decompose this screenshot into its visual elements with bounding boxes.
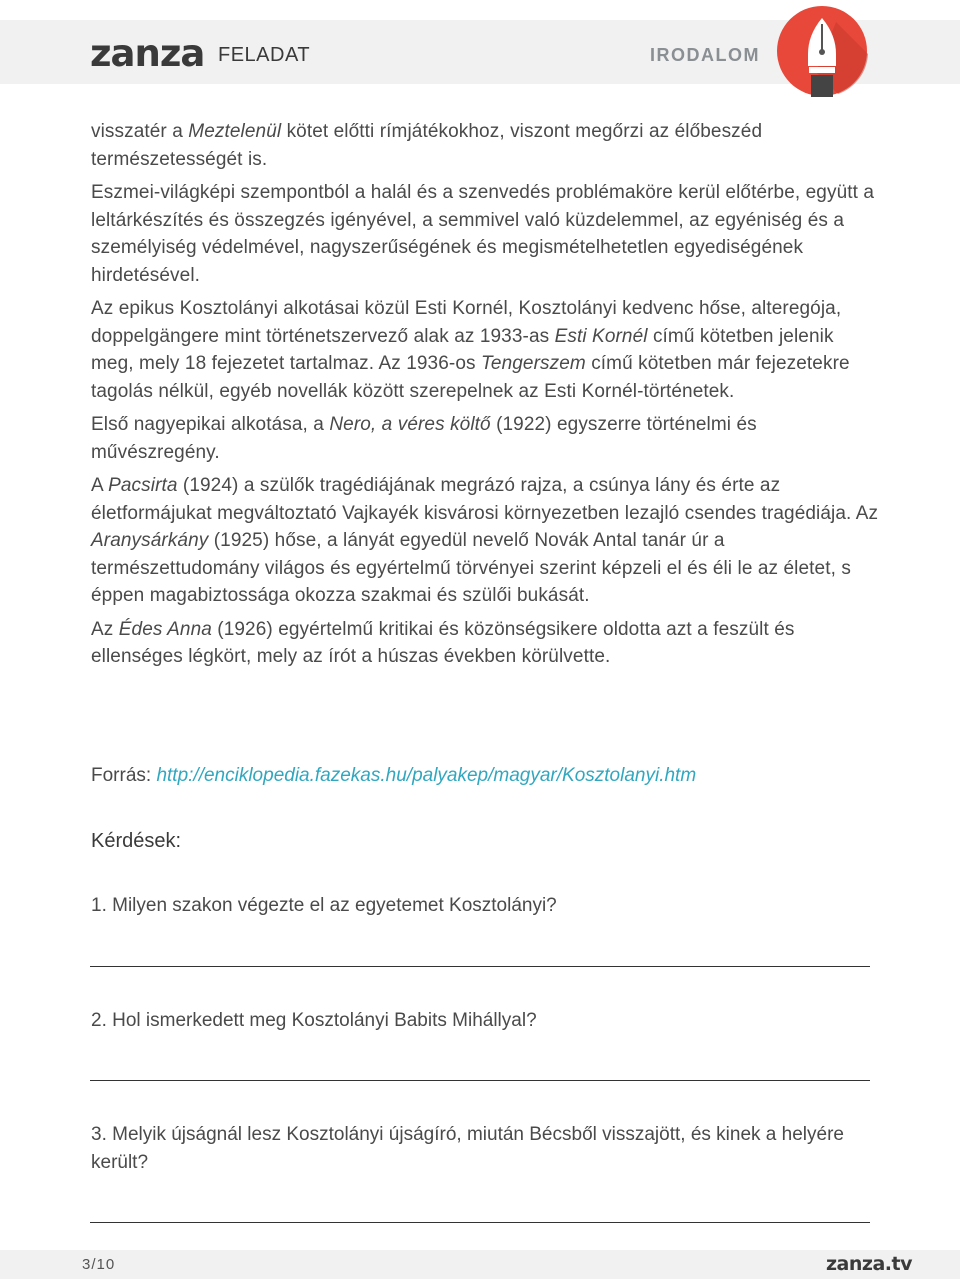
paragraph: visszatér a Meztelenül kötet előtti rímjátékokhoz, viszont megőrzi az élőbeszéd természetességét is. <box>91 121 763 170</box>
paragraph: Az Édes Anna (1926) egyértelmű kritikai és közönségsikere oldotta azt a feszült és ellenséges légkört, mely az írót a húszas években körülvette. <box>91 618 795 667</box>
answer-line-2[interactable] <box>90 1080 870 1081</box>
paragraph: A Pacsirta (1924) a szülők tragédiájának megrázó rajza, a csúnya lány és érte az életformájukat megváltoztató Vajkayék kisvárosi környezetben lezajló csendes tragédiája. Az Aranysárkány (1925) hőse, a lányát egyedül nevelő Novák Antal tanár úr a természettudomány világos és egyértelmű törvényei szerint képzeli el és éli le az életet, s éppen magabiztossága okozza szakmai és szülői bukását. <box>91 475 879 606</box>
question-2: 2. Hol ismerkedett meg Kosztolányi Babits Mihállyal? <box>91 1010 537 1031</box>
paragraph: Első nagyepikai alkotása, a Nero, a véres költő (1922) egyszerre történelmi és művészregény. <box>91 414 757 463</box>
zanza-tv-logo: zanza.tv <box>826 1253 912 1275</box>
question-1: 1. Milyen szakon végezte el az egyetemet Kosztolányi? <box>91 895 557 916</box>
feladat-label: FELADAT <box>218 44 311 66</box>
source-link[interactable]: http://enciklopedia.fazekas.hu/palyakep/magyar/Kosztolanyi.htm <box>156 765 697 786</box>
zanza-logo: zanza <box>90 32 205 75</box>
article-body <box>91 118 881 677</box>
questions-title: Kérdések: <box>91 830 182 852</box>
page-footer <box>0 1250 960 1279</box>
paragraph: Eszmei-világképi szempontból a halál és a szenvedés problémaköre kerül előtérbe, együtt a leltárkészítés és összegzés igényével, a semmivel való küzdelemmel, az egyéniség és a személyiség védelmével, nagyszerűségének és megismételhetetlen egyediségének hirdetésével. <box>91 182 875 286</box>
subject-label: IRODALOM <box>650 45 760 65</box>
paragraph: Az epikus Kosztolányi alkotásai közül Esti Kornél, Kosztolányi kedvenc hőse, alteregója, doppelgängere mint történetszervező alak az 1933-as Esti Kornél című kötetben jelenik meg, mely 18 fejezetet tartalmaz. Az 1936-os Tengerszem című kötetben már fejezetekre tagolás nélkül, egyéb novellák között szerepelnek az Esti Kornél-történetek. <box>91 298 850 402</box>
question-3: 3. Melyik újságnál lesz Kosztolányi újságíró, miután Bécsből visszajött, és kinek a helyére került? <box>91 1124 844 1173</box>
source-line <box>91 762 696 789</box>
source-label: Forrás: <box>91 765 157 786</box>
page-number: 3/10 <box>82 1256 116 1273</box>
answer-line-1[interactable] <box>90 966 870 967</box>
fountain-pen-icon <box>776 4 870 98</box>
answer-line-3[interactable] <box>90 1222 870 1223</box>
